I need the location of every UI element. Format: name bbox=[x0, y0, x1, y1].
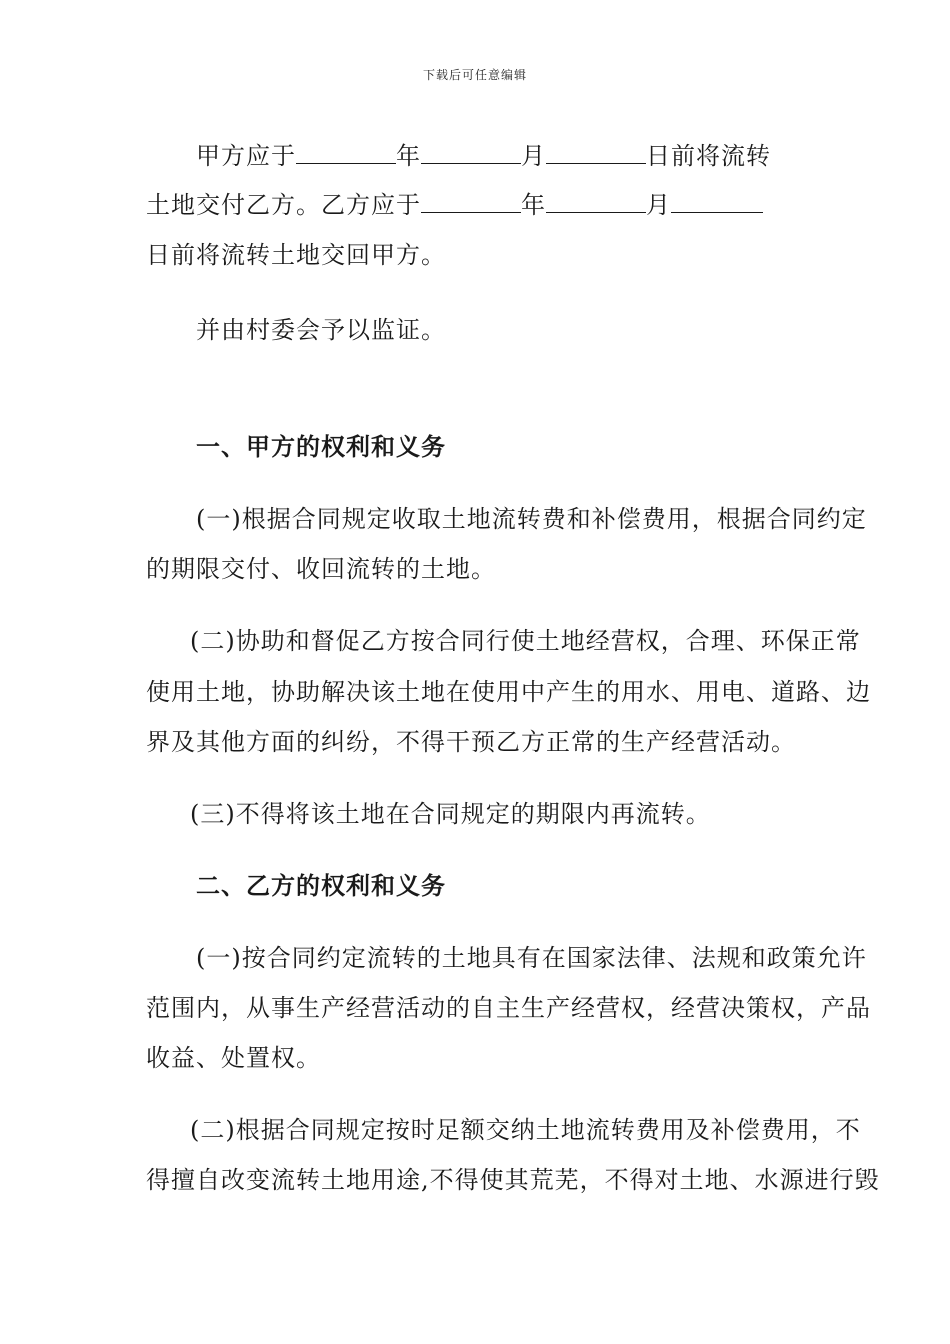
text: 年 bbox=[396, 142, 421, 170]
blank-underline bbox=[296, 141, 396, 164]
section2-item1-line3: 收益、处置权。 bbox=[146, 1044, 321, 1072]
text: 年 bbox=[521, 191, 546, 219]
section1-item1-line2: 的期限交付、收回流转的土地。 bbox=[146, 555, 496, 583]
text: 月 bbox=[646, 191, 671, 219]
blank-underline bbox=[421, 190, 521, 213]
section2-item1-line2: 范围内，从事生产经营活动的自主生产经营权，经营决策权，产品 bbox=[146, 994, 871, 1022]
section2-item2-line2: 得擅自改变流转土地用途,不得使其荒芜，不得对土地、水源进行毁 bbox=[146, 1166, 880, 1194]
section2-heading: 二、乙方的权利和义务 bbox=[196, 871, 446, 900]
text: 甲方应于 bbox=[196, 142, 296, 170]
blank-underline bbox=[546, 141, 646, 164]
section1-item3-line1: (三)不得将该土地在合同规定的期限内再流转。 bbox=[190, 800, 711, 828]
text: 土地交付乙方。乙方应于 bbox=[146, 191, 421, 219]
header-note: 下载后可任意编辑 bbox=[422, 68, 527, 82]
section1-item1-line1: (一)根据合同规定收取土地流转费和补偿费用，根据合同约定 bbox=[196, 505, 867, 533]
blank-underline bbox=[421, 141, 521, 164]
para1-line1 bbox=[196, 136, 771, 171]
text: 月 bbox=[521, 142, 546, 170]
para1-line2 bbox=[146, 185, 763, 220]
blank-underline bbox=[671, 190, 763, 213]
section1-item2-line1: (二)协助和督促乙方按合同行使土地经营权，合理、环保正常 bbox=[190, 627, 861, 655]
para1-line3: 日前将流转土地交回甲方。 bbox=[146, 241, 446, 269]
section1-item2-line3: 界及其他方面的纠纷，不得干预乙方正常的生产经营活动。 bbox=[146, 728, 796, 756]
para2: 并由村委会予以监证。 bbox=[196, 316, 446, 344]
text: 日前将流转 bbox=[646, 142, 771, 170]
section2-item1-line1: (一)按合同约定流转的土地具有在国家法律、法规和政策允许 bbox=[196, 944, 867, 972]
section2-item2-line1: (二)根据合同规定按时足额交纳土地流转费用及补偿费用，不 bbox=[190, 1116, 861, 1144]
section1-heading: 一、甲方的权利和义务 bbox=[196, 432, 446, 461]
section1-item2-line2: 使用土地，协助解决该土地在使用中产生的用水、用电、道路、边 bbox=[146, 678, 871, 706]
blank-underline bbox=[546, 190, 646, 213]
